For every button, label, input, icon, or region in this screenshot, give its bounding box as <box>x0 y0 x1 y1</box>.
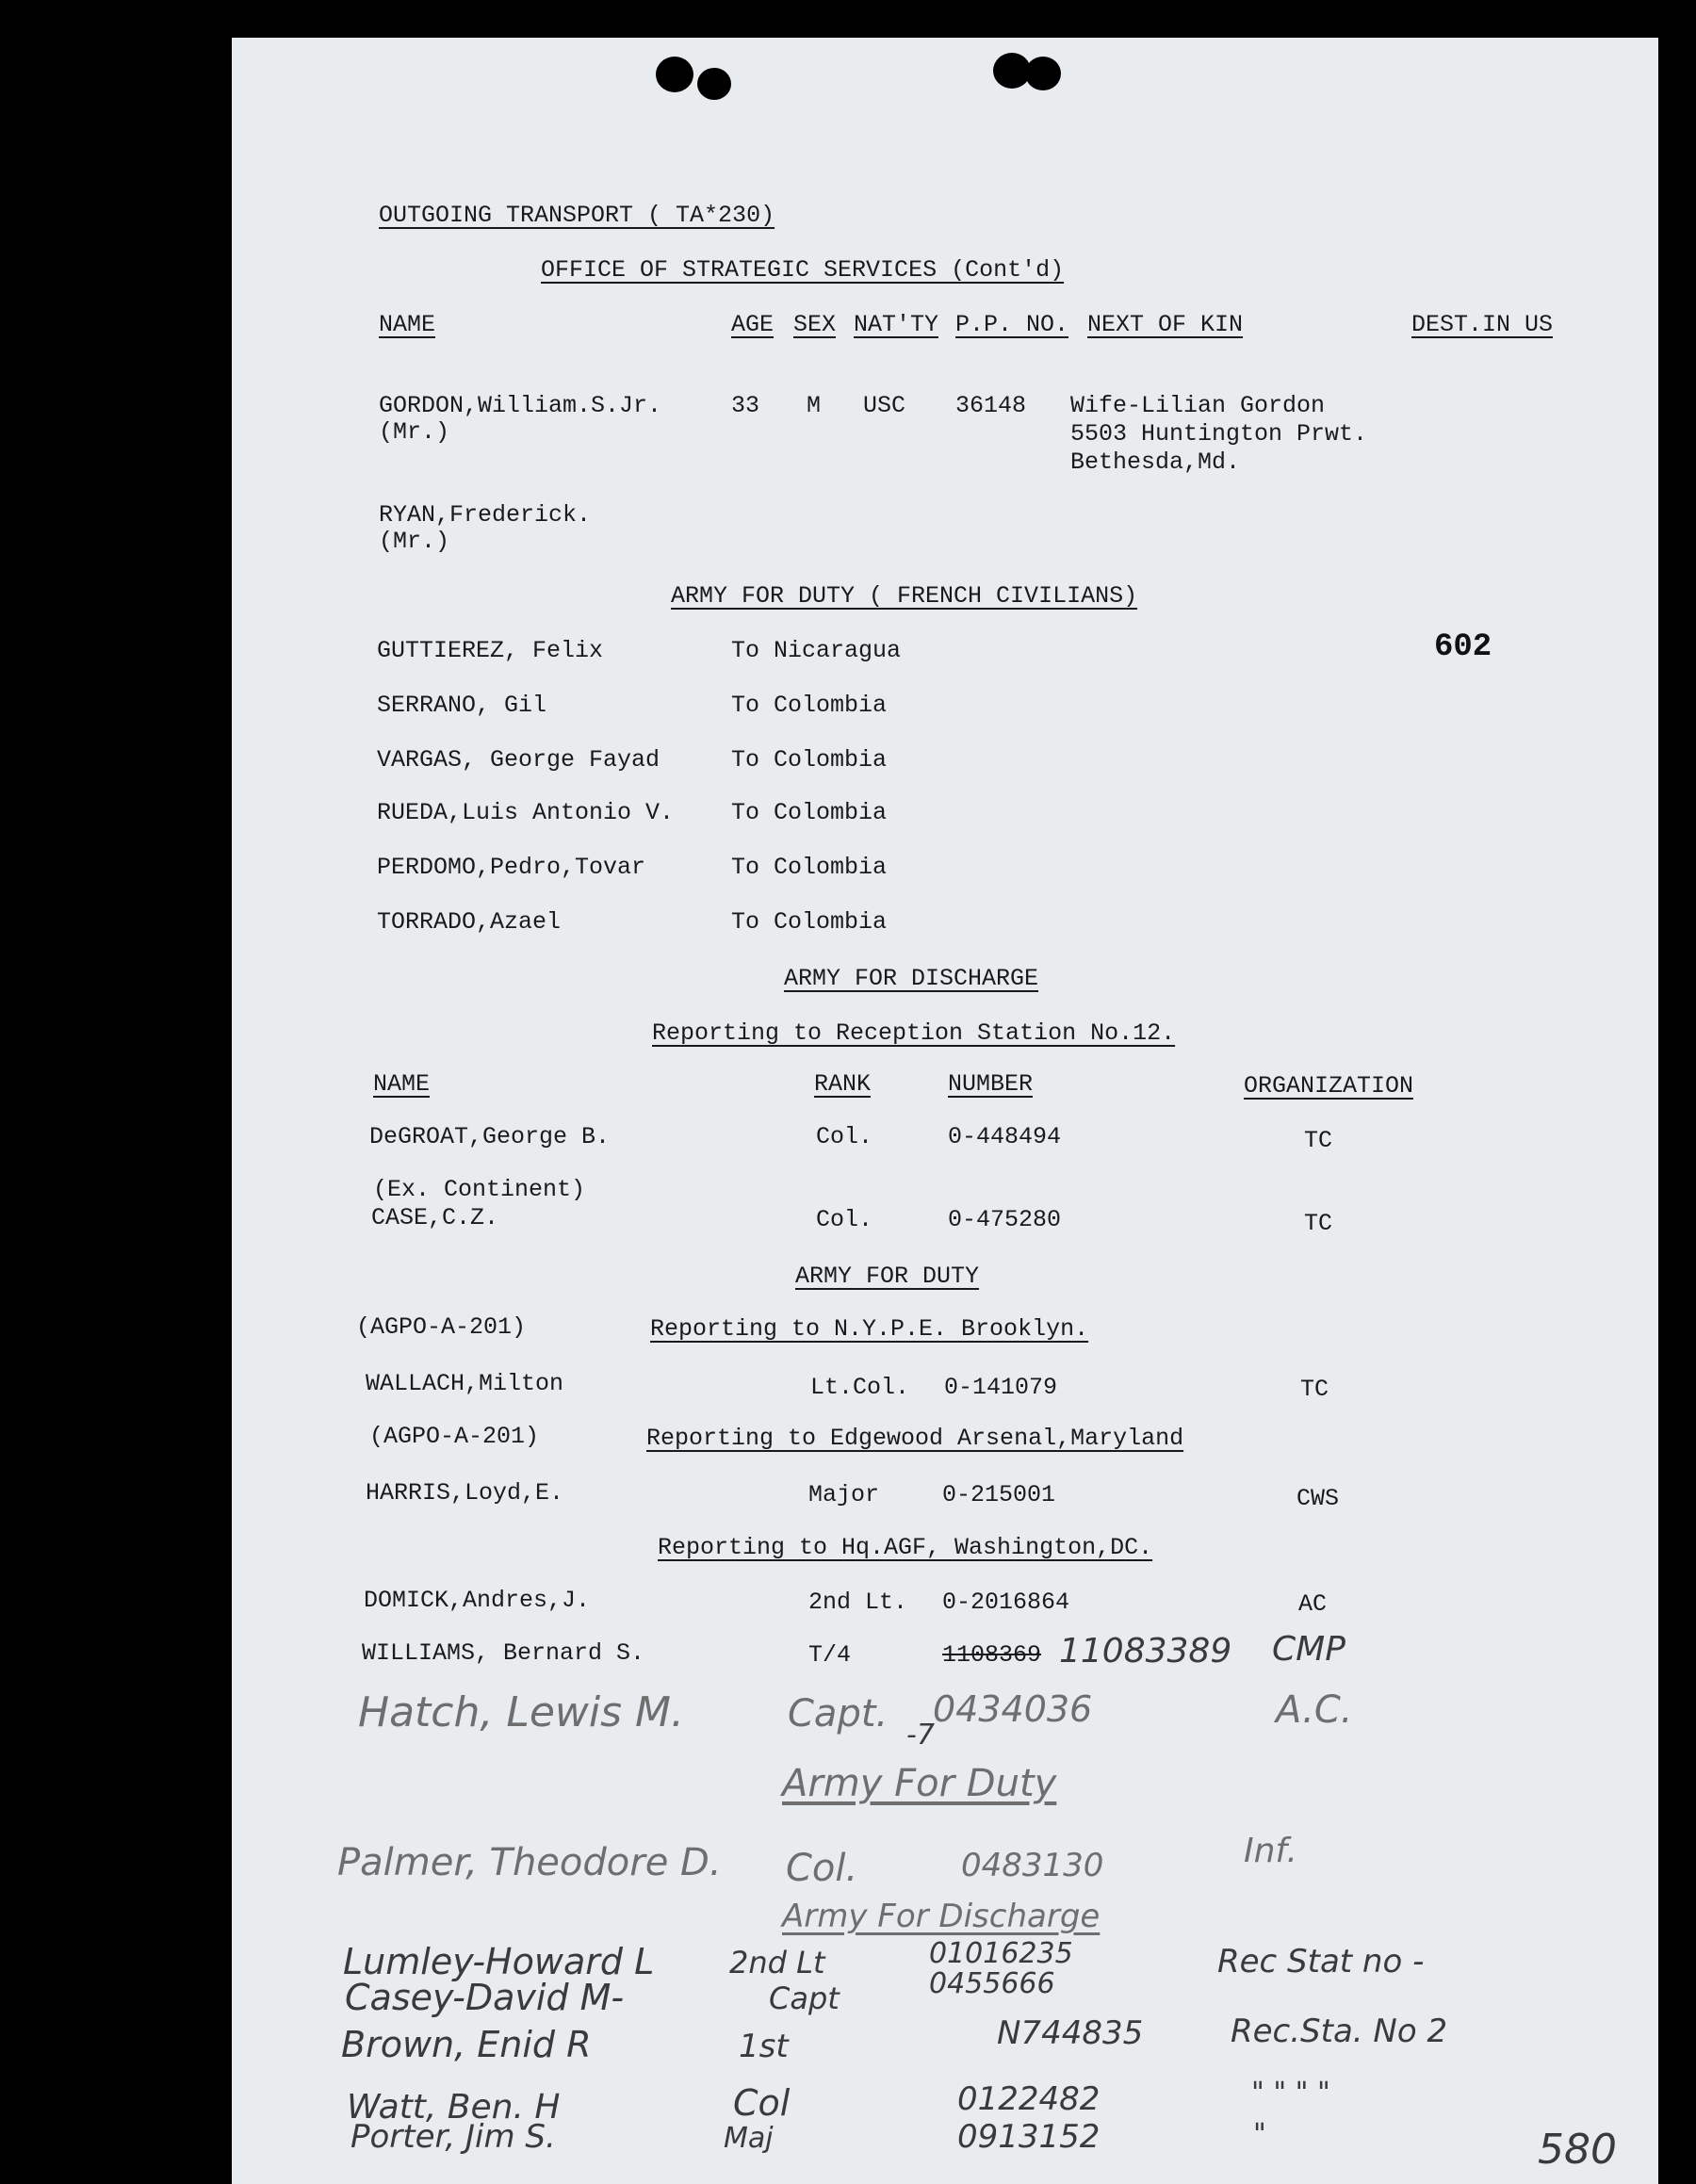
handwritten-name: Brown, Enid R <box>341 2024 592 2065</box>
french-dest: To Nicaragua <box>731 637 902 664</box>
oss-row-kin: Bethesda,Md. <box>1070 448 1241 476</box>
handwritten-rank: 1st <box>739 2028 789 2065</box>
handwritten-org: A.C. <box>1276 1688 1353 1732</box>
oss-row-name: GORDON,William.S.Jr. <box>379 392 662 419</box>
oss-row-title: (Mr.) <box>379 418 450 446</box>
oss-row-age: 33 <box>731 392 760 419</box>
section-heading: ARMY FOR DUTY ( FRENCH CIVILIANS) <box>671 582 1138 610</box>
handwritten-rank: Col <box>733 2082 791 2124</box>
handwritten-note: Rec Stat no - <box>1217 1943 1425 1980</box>
handwritten-number: 0455666 <box>929 1967 1055 2000</box>
army-row-rank: Major <box>808 1481 880 1508</box>
handwritten-rank: Col. <box>786 1847 858 1890</box>
french-dest: To Colombia <box>731 746 888 774</box>
handwritten-name: Hatch, Lewis M. <box>358 1688 685 1736</box>
handwritten-heading: Army For Duty <box>782 1762 1057 1805</box>
army-row-name: DOMICK,Andres,J. <box>364 1587 591 1614</box>
army-row-rank: Col. <box>816 1206 873 1233</box>
oss-row-title: (Mr.) <box>379 528 450 555</box>
handwritten-name: Porter, Jim S. <box>351 2118 556 2156</box>
punch-hole <box>697 68 731 100</box>
french-name: SERRANO, Gil <box>377 692 547 719</box>
army-row-name: HARRIS,Loyd,E. <box>366 1479 564 1507</box>
army-row-number: 0-141079 <box>944 1374 1058 1401</box>
handwritten-rank: Capt <box>769 1980 840 2016</box>
army-row-number: 0-215001 <box>942 1481 1056 1508</box>
section-heading: ARMY FOR DISCHARGE <box>784 965 1039 992</box>
french-dest: To Colombia <box>731 854 888 881</box>
col-number: NUMBER <box>948 1070 1034 1098</box>
punch-hole <box>656 57 693 92</box>
army-row-name: CASE,C.Z. <box>371 1204 499 1231</box>
col-rank: RANK <box>814 1070 872 1098</box>
army-row-org: TC <box>1300 1376 1329 1403</box>
handwritten-page-number: 580 <box>1538 2126 1617 2174</box>
reporting-line: Reporting to Hq.AGF, Washington,DC. <box>658 1534 1153 1561</box>
col-natty: NAT'TY <box>854 311 939 338</box>
document-page <box>232 38 1658 2184</box>
army-row-number: 0-475280 <box>948 1206 1062 1233</box>
french-dest: To Colombia <box>731 908 888 936</box>
page-number-stamp: 602 <box>1434 629 1492 665</box>
handwritten-rank: Maj <box>724 2122 774 2155</box>
handwritten-note: Rec.Sta. No 2 <box>1231 2013 1448 2050</box>
col-dest: DEST.IN US <box>1411 311 1554 338</box>
oss-row-kin: Wife-Lilian Gordon <box>1070 392 1326 419</box>
army-row-org: TC <box>1304 1127 1333 1154</box>
french-dest: To Colombia <box>731 692 888 719</box>
handwritten-number: 01016235 <box>929 1937 1073 1970</box>
handwritten-number: N744835 <box>997 2014 1144 2052</box>
army-row-org: CMP <box>1272 1630 1345 1669</box>
oss-row-name: RYAN,Frederick. <box>379 501 592 529</box>
army-row-org: CWS <box>1296 1485 1340 1512</box>
french-name: TORRADO,Azael <box>377 908 562 936</box>
army-row-number: 0-448494 <box>948 1123 1062 1150</box>
army-row-name: DeGROAT,George B. <box>369 1123 611 1150</box>
handwritten-rank: 2nd Lt <box>729 1945 825 1980</box>
army-row-rank: T/4 <box>808 1641 852 1669</box>
handwritten-note: " " " " <box>1251 2077 1330 2110</box>
french-name: RUEDA,Luis Antonio V. <box>377 799 675 826</box>
punch-hole <box>1025 57 1061 90</box>
agpo-ref: (AGPO-A-201) <box>356 1313 527 1341</box>
army-row-org: AC <box>1298 1590 1328 1618</box>
col-sex: SEX <box>793 311 837 338</box>
reporting-line: Reporting to Reception Station No.12. <box>652 1019 1176 1047</box>
handwritten-heading: Army For Discharge <box>782 1898 1101 1935</box>
army-row-rank: Lt.Col. <box>810 1374 910 1401</box>
army-row-number-struck: 1108369 <box>942 1641 1042 1669</box>
army-row-rank: Col. <box>816 1123 873 1150</box>
handwritten-number: 0913152 <box>957 2118 1101 2156</box>
col-organization: ORGANIZATION <box>1244 1072 1414 1100</box>
col-age: AGE <box>731 311 775 338</box>
handwritten-number: 0483130 <box>961 1847 1104 1884</box>
army-row-name: WALLACH,Milton <box>366 1370 564 1397</box>
section-heading: ARMY FOR DUTY <box>795 1263 980 1290</box>
army-row-name: WILLIAMS, Bernard S. <box>362 1639 645 1667</box>
oss-row-pp: 36148 <box>955 392 1027 419</box>
oss-heading: OFFICE OF STRATEGIC SERVICES (Cont'd) <box>541 256 1065 284</box>
french-name: PERDOMO,Pedro,Tovar <box>377 854 646 881</box>
army-row-note: (Ex. Continent) <box>373 1176 586 1203</box>
handwritten-name: Lumley-Howard L <box>343 1941 655 1982</box>
army-row-number: 0-2016864 <box>942 1589 1070 1616</box>
handwritten-name: Palmer, Theodore D. <box>337 1841 722 1884</box>
oss-row-sex: M <box>807 392 822 419</box>
army-row-rank: 2nd Lt. <box>808 1589 908 1616</box>
handwritten-name: Casey-David M- <box>345 1977 625 2018</box>
col-name: NAME <box>373 1070 431 1098</box>
french-name: GUTTIEREZ, Felix <box>377 637 604 664</box>
handwritten-rank: Capt. <box>788 1692 889 1736</box>
army-row-number-handwritten: 11083389 <box>1059 1632 1232 1671</box>
army-row-org: TC <box>1304 1210 1333 1237</box>
col-name: NAME <box>379 311 436 338</box>
reporting-line: Reporting to Edgewood Arsenal,Maryland <box>646 1425 1184 1452</box>
transport-title: OUTGOING TRANSPORT ( TA*230) <box>379 202 775 229</box>
french-name: VARGAS, George Fayad <box>377 746 660 774</box>
oss-row-nat: USC <box>863 392 906 419</box>
french-dest: To Colombia <box>731 799 888 826</box>
handwritten-org: Inf. <box>1244 1832 1297 1870</box>
reporting-line: Reporting to N.Y.P.E. Brooklyn. <box>650 1315 1089 1343</box>
handwritten-note: " <box>1253 2118 1266 2151</box>
handwritten-number: 0434036 <box>933 1688 1093 1730</box>
agpo-ref: (AGPO-A-201) <box>369 1423 540 1450</box>
handwritten-number: 0122482 <box>957 2080 1101 2118</box>
col-pp: P.P. NO. <box>955 311 1069 338</box>
oss-row-kin: 5503 Huntington Prwt. <box>1070 420 1368 448</box>
col-kin: NEXT OF KIN <box>1087 311 1244 338</box>
handwritten-mark: -7 <box>906 1719 935 1752</box>
handwritten-name: Watt, Ben. H <box>347 2088 561 2127</box>
